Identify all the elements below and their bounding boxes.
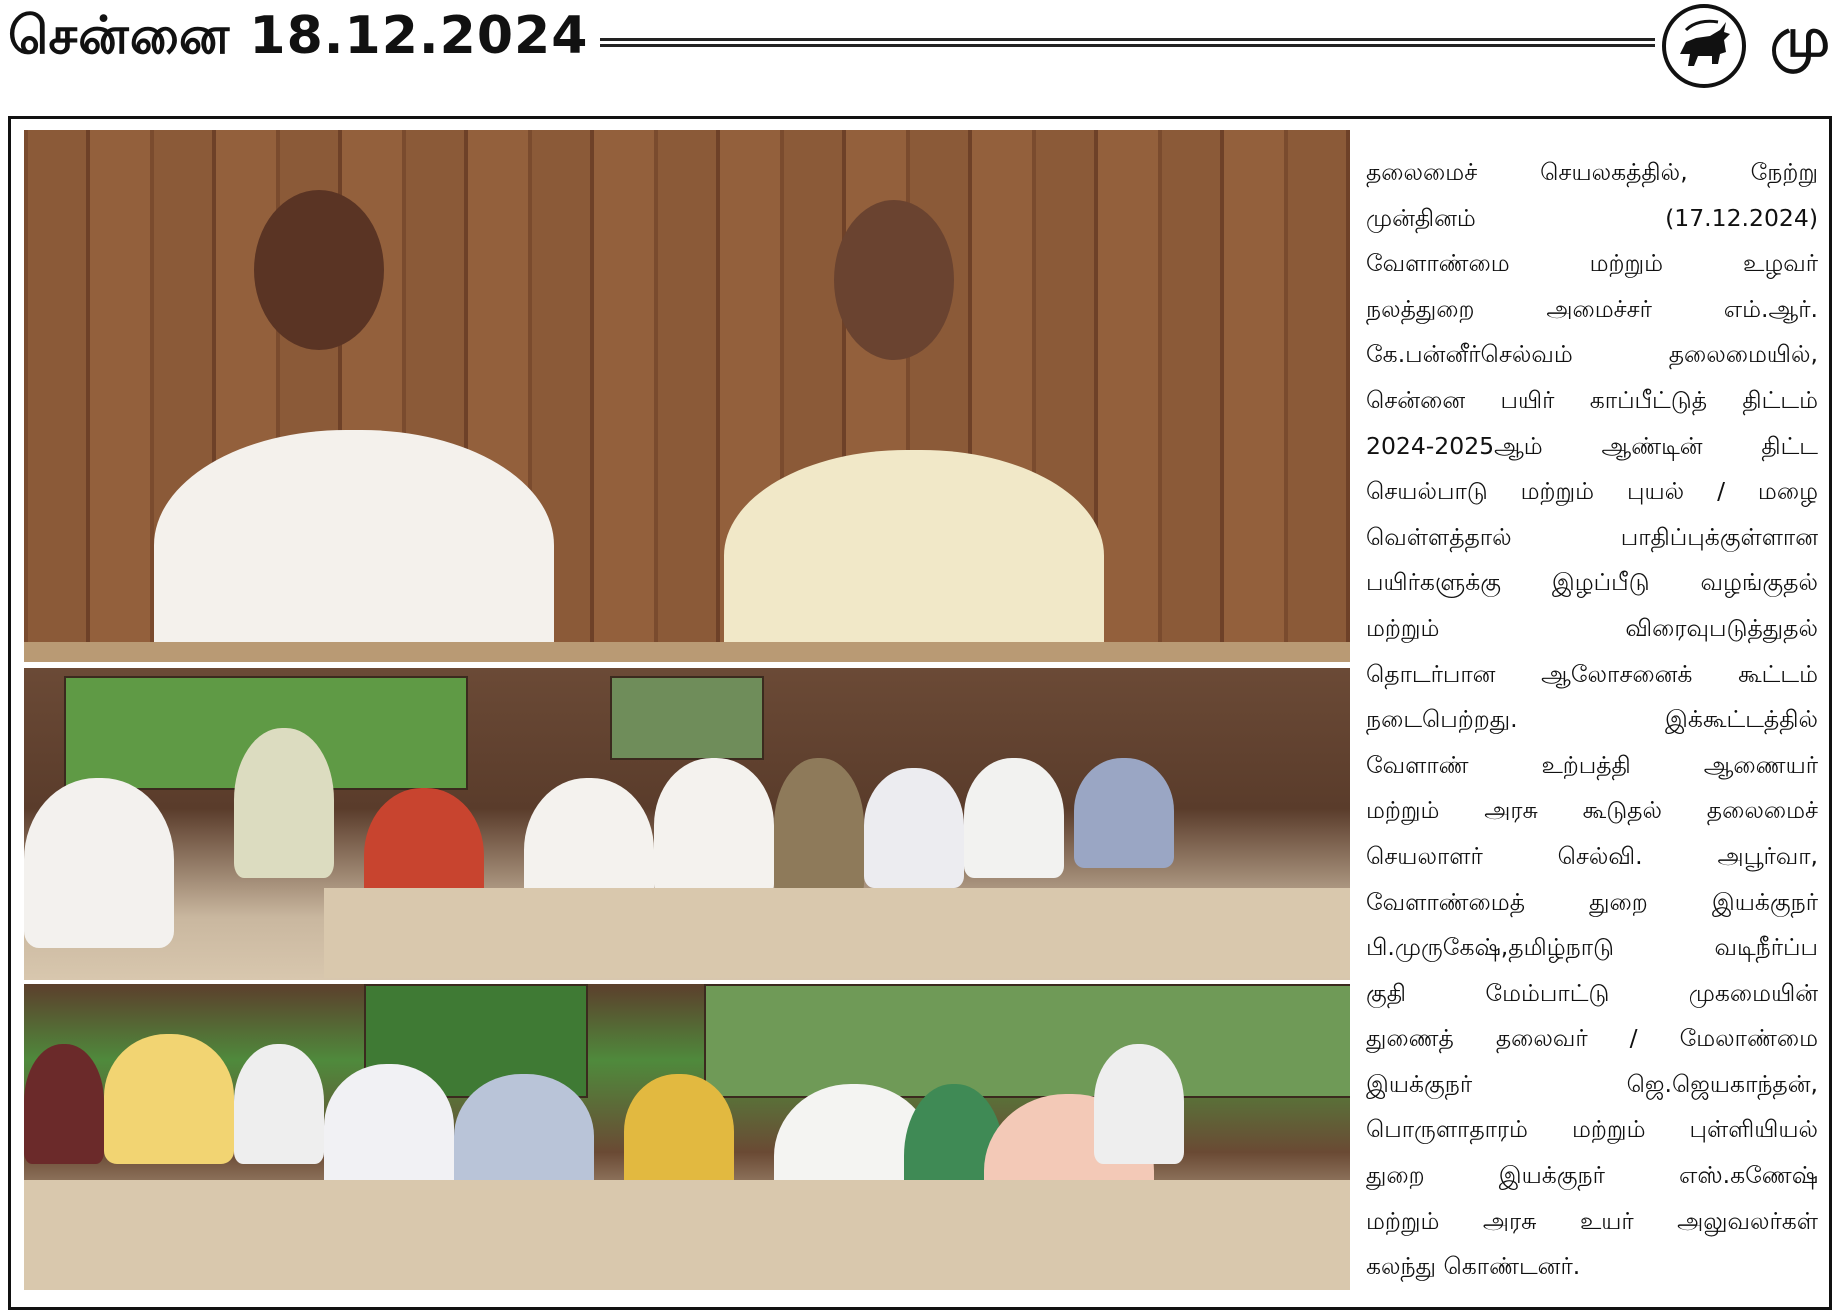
article-line: வேளாண்மைத் துறை இயக்குநர் xyxy=(1366,887,1818,916)
article-line: மற்றும் அரசு கூடுதல் தலைமைச் xyxy=(1366,796,1818,825)
article-line: துறை இயக்குநர் எஸ்.கணேஷ் xyxy=(1366,1161,1818,1190)
article-line: வேளாண் உற்பத்தி ஆணையர் xyxy=(1366,750,1818,779)
article-line: செயலாளர் செல்வி. அபூர்வா, xyxy=(1366,841,1818,870)
attendee-figure xyxy=(104,1034,234,1164)
article-line: கே.பன்னீர்செல்வம் தலைமையில், xyxy=(1366,340,1818,369)
masthead-fragment: மு xyxy=(1770,6,1830,69)
dateline: சென்னை 18.12.2024 xyxy=(8,6,589,66)
attendee-figure xyxy=(654,758,774,898)
photo-meeting-right-side xyxy=(24,984,1350,1290)
page-header xyxy=(0,0,1834,100)
article-line: நடைபெற்றது. இக்கூட்டத்தில் xyxy=(1366,705,1818,734)
attendee-figure xyxy=(324,1064,454,1194)
header-rule xyxy=(600,38,1655,52)
attendee-figure xyxy=(1094,1044,1184,1164)
attendee-figure xyxy=(24,778,174,948)
attendee-figure xyxy=(624,1074,734,1194)
desk xyxy=(24,1180,1350,1290)
minister-head xyxy=(254,190,384,350)
photo-minister-and-officer xyxy=(24,130,1350,662)
garden-poster xyxy=(704,984,1350,1098)
article-line: சென்னை பயிர் காப்பீட்டுத் திட்டம் xyxy=(1366,385,1818,414)
attendee-figure xyxy=(964,758,1064,878)
officer-figure xyxy=(724,450,1104,662)
article-line: துணைத் தலைவர் / மேலாண்மை xyxy=(1366,1024,1818,1053)
article-line: இயக்குநர் ஜெ.ஜெயகாந்தன், xyxy=(1366,1069,1818,1098)
article-line: பொருளாதாரம் மற்றும் புள்ளியியல் xyxy=(1366,1115,1818,1144)
article-line: கலந்து கொண்டனர். xyxy=(1366,1252,1581,1281)
article-line: மற்றும் அரசு உயர் அலுவலர்கள் xyxy=(1366,1206,1818,1235)
article-line: நலத்துறை அமைச்சர் எம்.ஆர். xyxy=(1366,294,1818,323)
attendee-figure xyxy=(864,768,964,888)
attendee-figure xyxy=(24,1044,104,1164)
attendee-figure xyxy=(774,758,864,898)
article-line: குதி மேம்பாட்டு முகமையின் xyxy=(1366,978,1818,1007)
bull-emblem-icon xyxy=(1662,4,1746,88)
attendee-figure xyxy=(234,728,334,878)
article-line: 2024-2025ஆம் ஆண்டின் திட்ட xyxy=(1366,431,1818,460)
article-line: பயிர்களுக்கு இழப்பீடு வழங்குதல் xyxy=(1366,568,1818,597)
article-line: வெள்ளத்தால் பாதிப்புக்குள்ளான xyxy=(1366,522,1818,551)
article-line: பி.முருகேஷ்,தமிழ்நாடு வடிநீர்ப்ப xyxy=(1366,933,1818,962)
article-line: முன்தினம் (17.12.2024) xyxy=(1366,203,1818,232)
landscape-poster xyxy=(610,676,764,760)
attendee-figure xyxy=(1074,758,1174,868)
photo-meeting-left-side xyxy=(24,668,1350,980)
article-body xyxy=(1366,150,1818,1290)
article-line: மற்றும் விரைவுபடுத்துதல் xyxy=(1366,613,1818,642)
officer-head xyxy=(834,200,954,360)
article-line: தொடர்பான ஆலோசனைக் கூட்டம் xyxy=(1366,659,1818,688)
article-line: தலைமைச் செயலகத்தில், நேற்று xyxy=(1366,158,1818,186)
desk xyxy=(24,642,1350,662)
article-line: வேளாண்மை மற்றும் உழவர் xyxy=(1366,249,1818,278)
minister-figure xyxy=(154,430,554,662)
attendee-figure xyxy=(234,1044,324,1164)
desk xyxy=(324,888,1350,978)
article-line: செயல்பாடு மற்றும் புயல் / மழை xyxy=(1366,477,1818,506)
